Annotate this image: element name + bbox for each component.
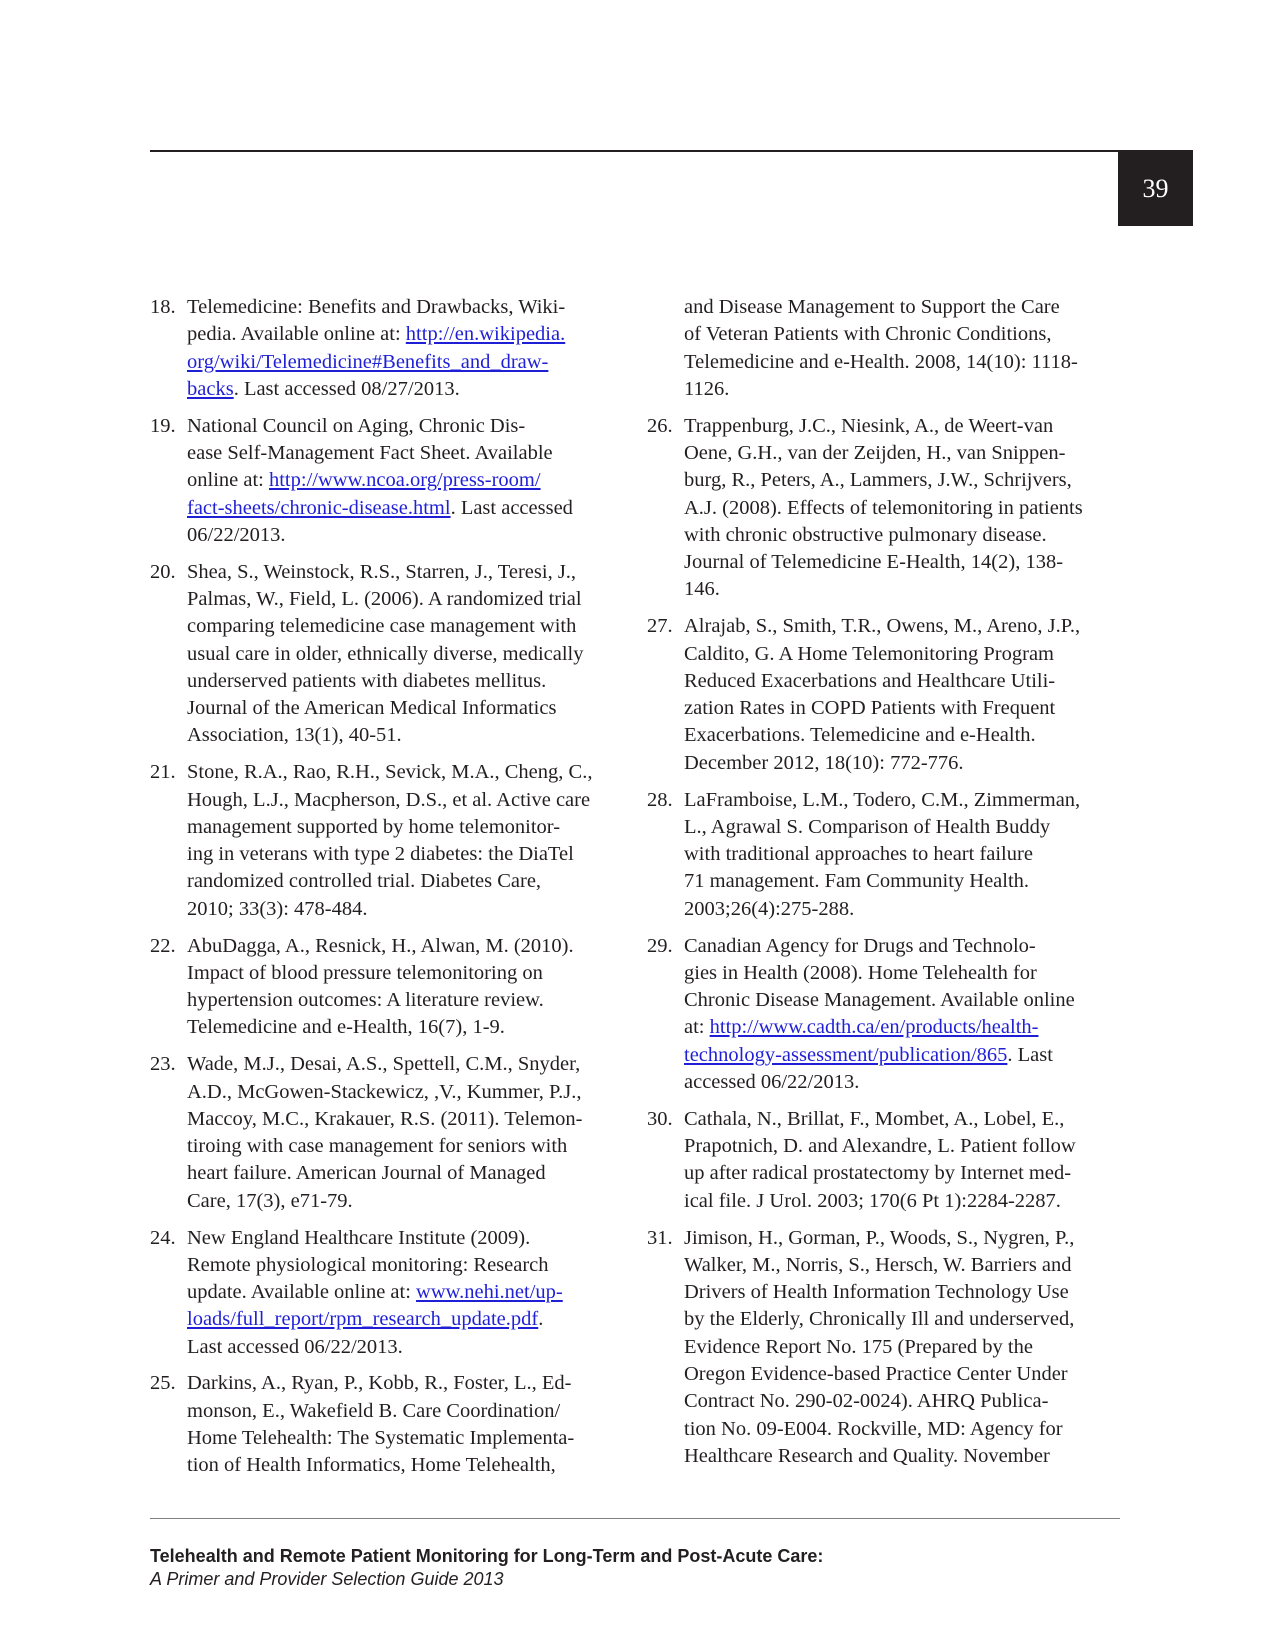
reference-text: Cathala, N., Brillat, F., Mombet, A., Lobel, E., [684,1107,1065,1130]
reference-link[interactable]: technology-assessment/publication/865 [684,1043,1008,1066]
reference-text: Chronic Disease Management. Available online [684,989,1075,1012]
reference-text: Canadian Agency for Drugs and Technolo- [684,934,1036,957]
reference-28 [647,787,1117,923]
reference-text: Drivers of Health Information Technology Use [684,1281,1069,1304]
reference-text: Care, 17(3), e71-79. [187,1189,353,1212]
reference-text-part: . Last [1007,1043,1053,1066]
reference-text [187,321,620,348]
reference-number: 30. [647,1107,673,1130]
reference-text [187,349,620,376]
reference-text: heart failure. American Journal of Managed [187,1162,546,1185]
reference-text: Association, 13(1), 40-51. [187,724,402,747]
reference-25-continued [647,294,1117,403]
reference-26 [647,413,1117,604]
reference-text: 1126. [684,377,730,400]
reference-text: L., Agrawal S. Comparison of Health Buddy [684,815,1051,838]
reference-number: 19. [150,414,176,437]
reference-link[interactable]: http://en.wikipedia. [405,323,566,346]
footer-rule [150,1518,1120,1519]
reference-number: 23. [150,1053,176,1076]
reference-text [187,376,620,403]
reference-19 [150,413,620,549]
reference-text: Remote physiological monitoring: Research [187,1253,549,1276]
reference-text: Walker, M., Norris, S., Hersch, W. Barriers and [684,1253,1072,1276]
reference-text-part: online at: [187,469,269,492]
reference-text [684,1042,1117,1069]
reference-text [187,467,620,494]
reference-number: 31. [647,1226,673,1249]
reference-text: tion No. 09-E004. Rockville, MD: Agency for [684,1417,1063,1440]
reference-23 [150,1051,620,1215]
reference-text: National Council on Aging, Chronic Dis- [187,414,526,437]
reference-number: 22. [150,934,176,957]
reference-text: accessed 06/22/2013. [684,1071,860,1094]
reference-text: 06/22/2013. [187,523,286,546]
reference-text-part: update. Available online at: [187,1281,417,1304]
reference-18 [150,294,620,403]
reference-number: 20. [150,560,176,583]
reference-text: Telemedicine: Benefits and Drawbacks, Wiki- [187,296,566,318]
reference-text-part: at: [684,1016,710,1039]
reference-text [684,1014,1117,1041]
reference-link[interactable]: www.nehi.net/up- [416,1281,563,1304]
reference-text: randomized controlled trial. Diabetes Care, [187,870,542,893]
reference-text: monson, E., Wakefield B. Care Coordination/ [187,1399,561,1422]
reference-text: Last accessed 06/22/2013. [187,1335,403,1358]
reference-text: Alrajab, S., Smith, T.R., Owens, M., Areno, J.P., [684,615,1081,638]
reference-number: 21. [150,761,176,784]
reference-30 [647,1106,1117,1215]
reference-text: gies in Health (2008). Home Telehealth for [684,961,1037,984]
reference-text: usual care in older, ethnically diverse, medically [187,642,584,665]
reference-number: 25. [150,1372,176,1395]
reference-text: New England Healthcare Institute (2009). [187,1226,531,1249]
references-right-column [647,294,1117,1480]
reference-text: Caldito, G. A Home Telemonitoring Program [684,642,1055,665]
reference-number: 28. [647,788,673,811]
reference-text: A.J. (2008). Effects of telemonitoring in patients [684,496,1083,519]
reference-text: Telemedicine and e-Health. 2008, 14(10): 1118- [684,350,1078,373]
reference-text: Oene, G.H., van der Zeijden, H., van Snippen- [684,441,1066,464]
reference-text: Trappenburg, J.C., Niesink, A., de Weert-van [684,414,1054,437]
reference-text: Exacerbations. Telemedicine and e-Health. [684,724,1036,747]
reference-text: 2010; 33(3): 478-484. [187,897,368,920]
reference-text: Evidence Report No. 175 (Prepared by the [684,1335,1033,1358]
reference-text: of Veteran Patients with Chronic Conditions, [684,323,1052,346]
reference-text: Wade, M.J., Desai, A.S., Spettell, C.M., Snyder, [187,1053,581,1076]
page-number-box [1118,151,1193,226]
reference-24 [150,1225,620,1361]
reference-text: ical file. J Urol. 2003; 170(6 Pt 1):2284-2287. [684,1189,1061,1212]
reference-text: Impact of blood pressure telemonitoring on [187,961,543,984]
reference-text: ing in veterans with type 2 diabetes: the DiaTel [187,843,574,866]
reference-link[interactable]: http://www.ncoa.org/press-room/ [268,469,541,492]
reference-text: management supported by home telemonitor- [187,815,561,838]
references-left-column [150,294,620,1489]
reference-text: Jimison, H., Gorman, P., Woods, S., Nygren, P., [684,1226,1075,1249]
reference-text: hypertension outcomes: A literature review. [187,989,544,1012]
reference-text: Healthcare Research and Quality. November [684,1444,1050,1467]
reference-text: AbuDagga, A., Resnick, H., Alwan, M. (2010). [187,934,574,957]
reference-number: 24. [150,1226,176,1249]
reference-text: zation Rates in COPD Patients with Frequent [684,697,1056,720]
reference-link[interactable]: http://www.cadth.ca/en/products/health- [709,1016,1039,1039]
reference-text: Stone, R.A., Rao, R.H., Sevick, M.A., Cheng, C., [187,761,593,784]
page-number: 39 [1142,173,1169,203]
reference-text [187,1306,620,1333]
reference-text: 146. [684,578,720,601]
reference-29 [647,933,1117,1097]
reference-27 [647,613,1117,777]
reference-text: A.D., McGowen-Stackewicz, ,V., Kummer, P.J., [187,1080,582,1103]
reference-text: burg, R., Peters, A., Lammers, J.W., Schrijvers, [684,469,1072,492]
reference-21 [150,759,620,923]
reference-text [187,495,620,522]
reference-text: Prapotnich, D. and Alexandre, L. Patient follow [684,1135,1076,1158]
reference-text: Palmas, W., Field, L. (2006). A randomized trial [187,587,582,610]
reference-text: up after radical prostatectomy by Internet med- [684,1162,1072,1185]
reference-text: Reduced Exacerbations and Healthcare Utili- [684,669,1056,692]
reference-text: underserved patients with diabetes mellitus. [187,669,547,692]
reference-text: December 2012, 18(10): 772-776. [684,751,964,774]
reference-link[interactable]: fact-sheets/chronic-disease.html [187,496,451,519]
reference-text: Darkins, A., Ryan, P., Kobb, R., Foster, L., Ed- [187,1372,572,1395]
reference-text: 71 management. Fam Community Health. [684,870,1030,893]
reference-text: Journal of the American Medical Informatics [187,697,557,720]
reference-text: tiroing with case management for seniors with [187,1135,568,1158]
reference-text: LaFramboise, L.M., Todero, C.M., Zimmerman, [684,788,1081,811]
reference-31 [647,1225,1117,1471]
reference-text: comparing telemedicine case management with [187,615,577,638]
reference-text: by the Elderly, Chronically Ill and underserved, [684,1308,1075,1331]
reference-text-part: . Last accessed [450,496,573,519]
reference-text [187,1279,620,1306]
footer-subtitle: A Primer and Provider Selection Guide 2013 [150,1569,504,1589]
reference-text: with chronic obstructive pulmonary disease. [684,523,1047,546]
reference-text: Contract No. 290-02-0024). AHRQ Publica- [684,1390,1049,1413]
reference-text: 2003;26(4):275-288. [684,897,855,920]
reference-number: 18. [150,296,176,318]
reference-25 [150,1370,620,1479]
reference-text: Shea, S., Weinstock, R.S., Starren, J., Teresi, J., [187,560,577,583]
reference-text: Telemedicine and e-Health, 16(7), 1-9. [187,1016,505,1039]
reference-text: and Disease Management to Support the Care [684,296,1060,318]
reference-20 [150,559,620,750]
reference-text: ease Self-Management Fact Sheet. Available [187,441,553,464]
footer [150,1545,823,1591]
reference-link[interactable]: org/wiki/Telemedicine#Benefits_and_draw- [187,350,549,373]
reference-text: tion of Health Informatics, Home Telehealth, [187,1454,556,1477]
reference-link[interactable]: backs [187,377,234,400]
reference-text-part: . Last accessed 08/27/2013. [233,377,460,400]
reference-text: with traditional approaches to heart failure [684,843,1033,866]
reference-22 [150,933,620,1042]
reference-text: Journal of Telemedicine E-Health, 14(2), 138- [684,551,1064,574]
reference-text-part: pedia. Available online at: [187,323,406,346]
reference-text-part: . [538,1308,544,1331]
top-rule [150,150,1193,152]
reference-number: 26. [647,414,673,437]
reference-text: Hough, L.J., Macpherson, D.S., et al. Active care [187,788,591,811]
reference-text: Home Telehealth: The Systematic Implementa- [187,1427,575,1450]
reference-text: Oregon Evidence-based Practice Center Under [684,1362,1068,1385]
reference-link[interactable]: loads/full_report/rpm_research_update.pdf [187,1308,539,1331]
reference-number: 27. [647,615,673,638]
reference-number: 29. [647,934,673,957]
footer-title: Telehealth and Remote Patient Monitoring for Long-Term and Post-Acute Care: [150,1546,824,1566]
reference-text: Maccoy, M.C., Krakauer, R.S. (2011). Telemon- [187,1107,583,1130]
